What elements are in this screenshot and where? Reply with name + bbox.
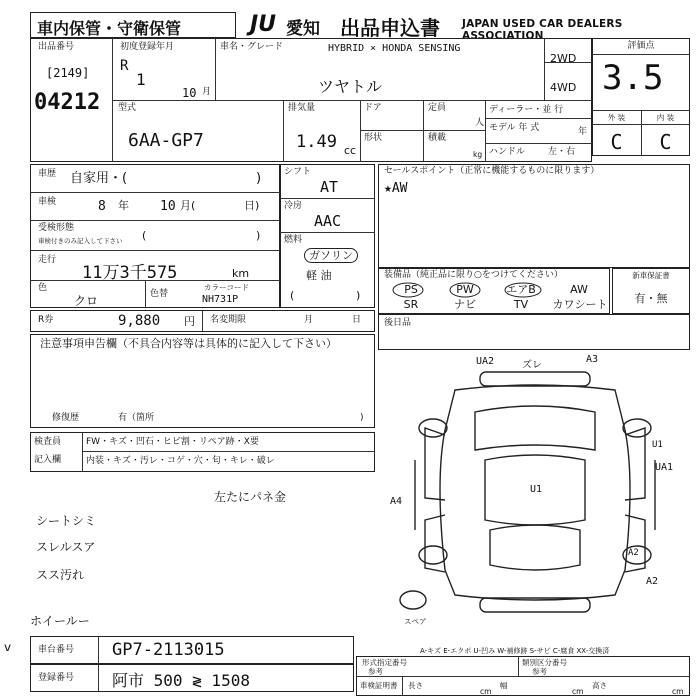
door-label: ドア [364, 103, 382, 113]
exterior-label: 外 装 [607, 113, 626, 122]
load-label: 積載 [428, 133, 447, 143]
capacity-unit: 人 [475, 118, 485, 128]
handwritten-note-seat: シートシミ [36, 514, 97, 528]
equip-sr: SR [403, 298, 419, 311]
reg-month-unit: 月 [202, 87, 212, 97]
acceptance-label: 受検形態 [38, 223, 75, 233]
model-year-label: モデル 年 式 [489, 123, 540, 133]
inspector-line2: 内装・キズ・汚レ・コゲ・穴・匂・キレ・破レ [86, 456, 275, 466]
reg-month: 10 [182, 86, 197, 100]
handwritten-note-scuff: スレルスア [36, 540, 96, 554]
model-value: 6AA-GP7 [128, 130, 204, 151]
shift-value: AT [320, 178, 339, 196]
color-code-value: NH731P [202, 294, 239, 305]
car-name-label: 車名・グレード [220, 42, 284, 52]
storage-title-box [30, 12, 236, 38]
spec-certificate: 車検証明書 [360, 681, 398, 690]
color-value: クロ [74, 294, 99, 308]
inspector-label: 検査員 [34, 437, 62, 447]
spec-height: 高さ [592, 681, 607, 690]
damage-a2-rear: A2 [646, 576, 659, 587]
notes-label: 注意事項申告欄（不具合内容等は具体的に記入して下さい） [40, 337, 337, 350]
after-items-box [378, 314, 690, 350]
spec-length: 長さ [408, 681, 423, 690]
ju-logo: JU [250, 12, 277, 37]
eval-label: 評価点 [627, 41, 655, 51]
spec-height-cm: cm [672, 687, 684, 696]
interior-grade: C [659, 130, 672, 154]
spec-width: 幅 [500, 681, 508, 690]
displacement-unit: cc [344, 144, 357, 157]
fuel-label: 燃料 [284, 235, 303, 245]
spare-label: スペア [404, 617, 427, 626]
handwritten-mark: ⅴ [4, 640, 12, 654]
handwritten-note-panel: 左たにパネ金 [214, 490, 287, 504]
name-change-label: 名変期限 [210, 315, 247, 325]
mileage-label: 走行 [38, 255, 57, 265]
spec-width-cm: cm [572, 687, 584, 696]
displacement-value: 1.49 [296, 132, 337, 152]
lot-number: 04212 [34, 90, 101, 115]
equip-aw: AW [570, 283, 588, 296]
repair-history-value: 有（箇所 [118, 413, 155, 423]
spec-f4: 参考 [532, 667, 547, 676]
handwritten-note-wheel: ホイールー [30, 614, 90, 628]
grade-value: HYBRID × HONDA SENSING [328, 43, 461, 54]
name-change-day: 日 [352, 315, 362, 325]
reg-year: 1 [136, 70, 146, 89]
equip-leather: カワシート [552, 298, 608, 311]
plate-label: 登録番号 [38, 673, 75, 683]
shaken-day-unit: 日) [244, 199, 260, 212]
chassis-label: 車台番号 [38, 645, 75, 655]
handwritten-note-soot: スス汚れ [36, 568, 85, 582]
inspector-entry-label: 記入欄 [34, 455, 62, 465]
form-title: 出品申込書 [340, 16, 440, 40]
damage-legend: A-キズ E-エクボ U-凹み W-補修跡 S-サビ C-腐食 XX-交換済 [420, 647, 610, 655]
color-change-label: 色替 [150, 289, 169, 299]
spec-f1: 形式指定番号 [362, 658, 407, 667]
damage-a3: A3 [586, 354, 599, 365]
acceptance-value: ( [142, 229, 147, 242]
damage-a2-side: A2 [628, 548, 639, 558]
shift-label: シフト [284, 167, 312, 177]
drive-4wd: 4WD [550, 81, 577, 94]
shaken-label: 車検 [38, 197, 57, 207]
first-reg-label: 初度登録年月 [120, 42, 175, 52]
handle-label: ハンドル [489, 147, 526, 157]
fuel-diesel: 軽 油 [306, 269, 332, 282]
equip-navi: ナビ [454, 298, 476, 311]
reg-era: R [120, 58, 129, 74]
eval-score: 3.5 [602, 58, 664, 98]
sales-point-value: ★AW [384, 181, 408, 196]
damage-ua2: UA2 [476, 356, 495, 367]
equip-pw: PW [456, 283, 474, 296]
equip-airbag: エアB [506, 283, 536, 296]
shaken-month: 10 [160, 199, 176, 214]
handle-value: 左・右 [548, 147, 576, 157]
shaken-year-unit: 年 [118, 199, 129, 212]
drive-2wd: 2WD [550, 52, 577, 65]
name-change-month: 月 [304, 315, 314, 325]
after-items-label: 後日品 [384, 318, 412, 328]
warranty-label: 新車保証書 [632, 271, 670, 280]
recycle-label: R券 [38, 315, 54, 325]
shape-label: 形状 [364, 133, 383, 143]
chassis-value: GP7-2113015 [112, 640, 225, 660]
car-name-value: ツヤトル [318, 77, 383, 96]
org-name: 愛知 [286, 19, 320, 39]
history-value: 自家用・( [70, 171, 128, 186]
exterior-grade: C [610, 130, 623, 154]
damage-a4: A4 [390, 496, 403, 507]
damage-u1-side: U1 [652, 440, 663, 450]
spec-f3: 参考 [368, 667, 383, 676]
equipment-label: 装備品（純正品に限り○をつけてください） [384, 270, 563, 280]
ac-value: AAC [314, 212, 342, 230]
plate-value: 阿市 500 ≷ 1508 [112, 671, 250, 690]
damage-ua1: UA1 [655, 462, 674, 473]
storage-title: 車内保管・守衛保管 [37, 19, 182, 38]
mileage-unit: km [232, 267, 250, 280]
inspector-line1: FW・キズ・凹石・ヒビ割・リペア跡・X要 [86, 437, 259, 447]
lot-label: 出品番号 [38, 42, 75, 52]
color-code-label: カラーコード [204, 283, 249, 292]
recycle-yen: 円 [184, 315, 195, 328]
year-unit: 年 [578, 127, 588, 137]
association-name: JAPAN USED CAR DEALERS ASSOCIATION [462, 18, 623, 42]
recycle-amount: 9,880 [118, 313, 161, 329]
spec-f2: 類別区分番号 [522, 658, 567, 667]
dealer-label: ディーラー・並 行 [489, 105, 564, 115]
load-unit: kg [473, 150, 483, 159]
spec-length-cm: cm [480, 687, 492, 696]
equip-circle-marks [378, 280, 618, 310]
ac-label: 冷房 [284, 201, 303, 211]
repair-history-label: 修復歴 [52, 413, 80, 423]
model-label: 型式 [118, 103, 137, 113]
interior-label: 内 装 [656, 113, 675, 122]
warranty-value: 有・無 [634, 292, 668, 305]
damage-u1: U1 [530, 484, 543, 495]
equip-tv: TV [513, 298, 529, 311]
displacement-label: 排気量 [288, 103, 316, 113]
damage-misalign: ズレ [522, 360, 542, 371]
capacity-label: 定員 [428, 103, 447, 113]
fuel-gasoline: ガソリン [304, 248, 358, 263]
sales-point-label: セールスポイント（正常に機能するものに限ります） [384, 166, 600, 176]
equip-ps: PS [404, 283, 418, 296]
shaken-year: 8 [98, 199, 106, 214]
sales-point-box [378, 164, 690, 268]
mileage-value: 11万3千575 [82, 263, 178, 283]
acceptance-sub: 車検付きのみ記入して下さい [38, 237, 123, 245]
shaken-month-unit: 月( [180, 199, 196, 212]
color-label: 色 [38, 283, 48, 293]
lot-bracket: [2149] [46, 66, 90, 80]
history-label: 車歴 [38, 169, 57, 179]
